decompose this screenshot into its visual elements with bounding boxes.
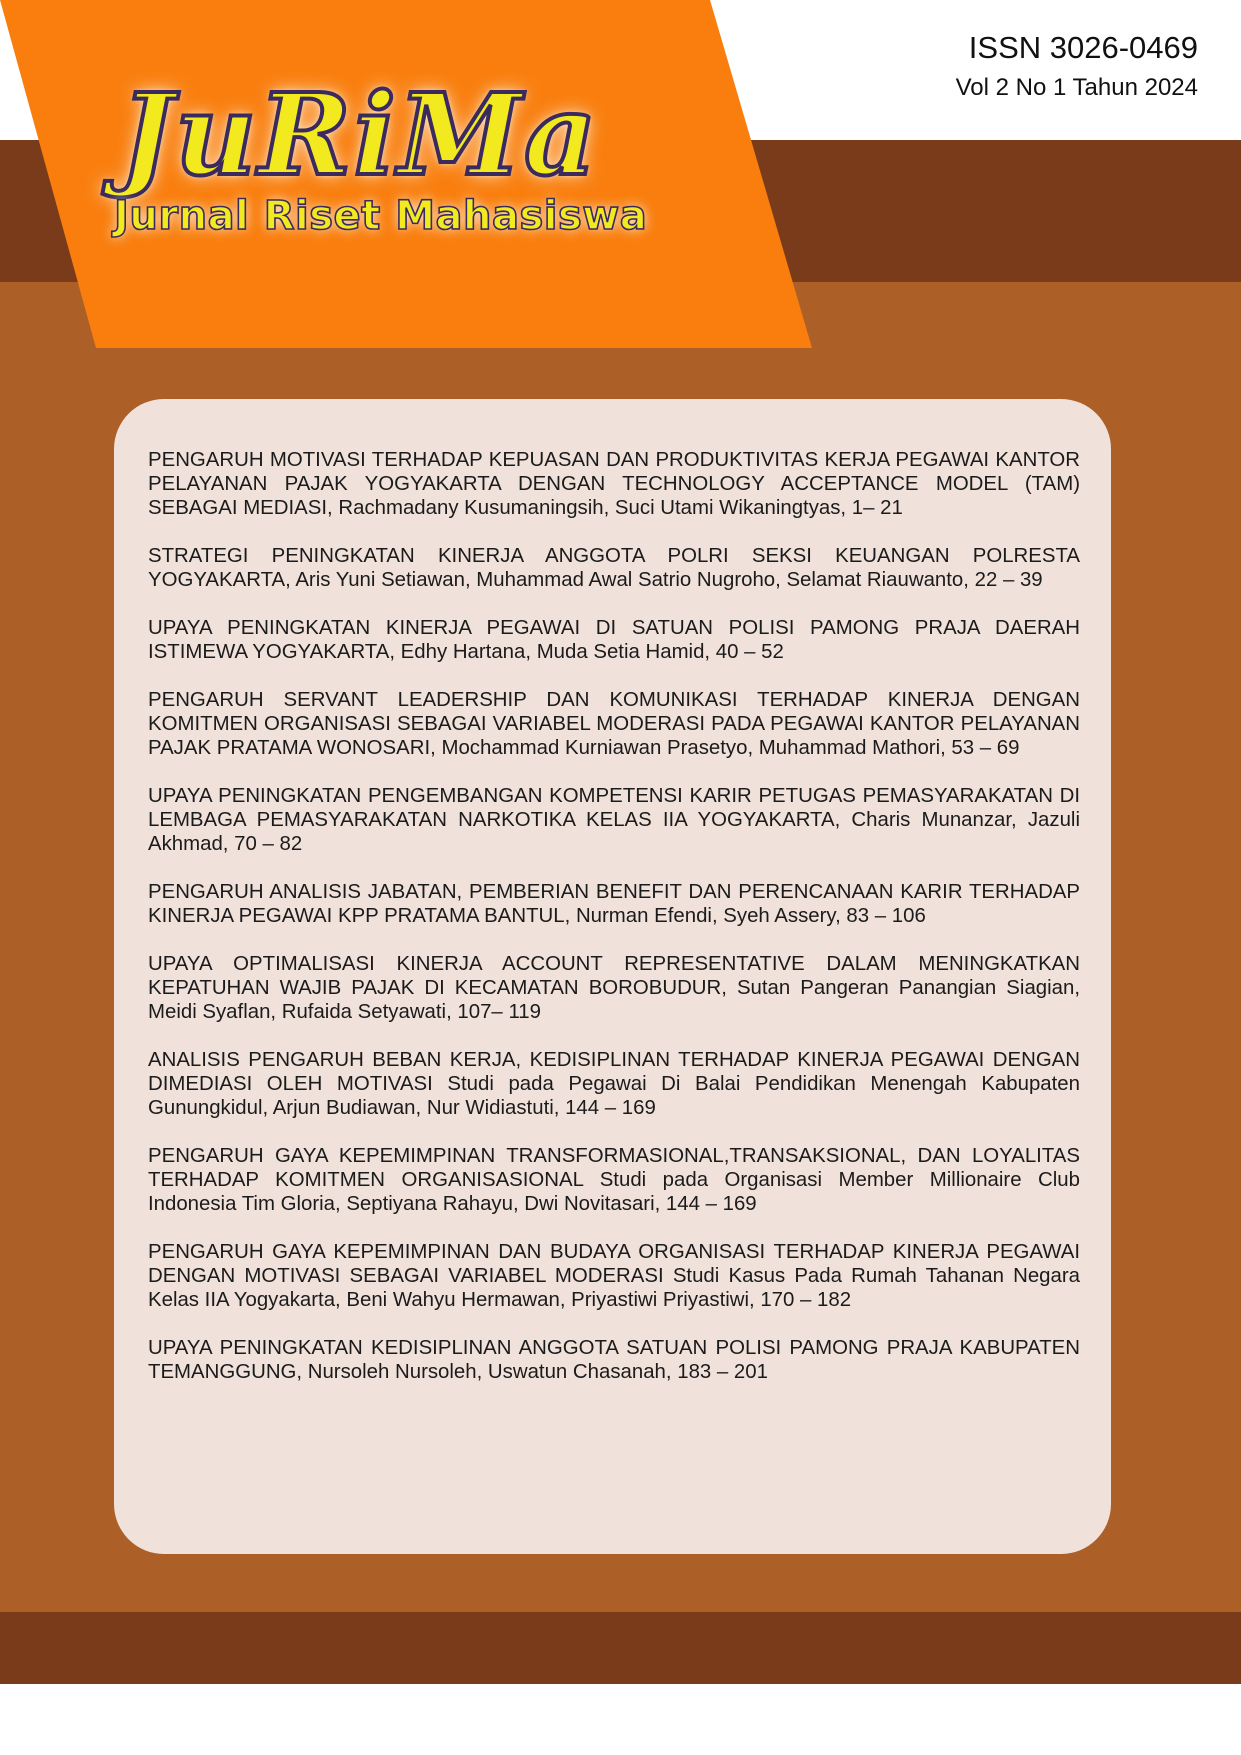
toc-entry-authors: , Rachmadany Kusumaningsih, Suci Utami Wikaningtyas, 1– 21 bbox=[327, 497, 903, 519]
toc-entry-authors: , Edhy Hartana, Muda Setia Hamid, 40 – 52 bbox=[389, 641, 784, 663]
toc-entry-authors: , Charis Munanzar, Jazuli Akhmad, 70 – 82 bbox=[148, 809, 1080, 855]
toc-entry-authors: Studi Kasus Pada Rumah Tahanan Negara Kelas IIA Yogyakarta, Beni Wahyu Hermawan, Priyastiwi Priyastiwi, 170 – 182 bbox=[148, 1265, 1080, 1311]
toc-entry bbox=[148, 448, 1080, 520]
toc-entry bbox=[148, 1144, 1080, 1216]
toc-entry-authors: , Aris Yuni Setiawan, Muhammad Awal Satrio Nugroho, Selamat Riauwanto, 22 – 39 bbox=[285, 569, 1043, 591]
toc-entry bbox=[148, 1240, 1080, 1312]
toc-entry-title: PENGARUH SERVANT LEADERSHIP DAN KOMUNIKASI TERHADAP KINERJA DENGAN KOMITMEN ORGANISASI SEBAGAI VARIABEL MODERASI PADA PEGAWAI KANTOR PELAYANAN PAJAK PRATAMA WONOSARI bbox=[148, 689, 1080, 759]
toc-entry bbox=[148, 952, 1080, 1024]
toc-entry-authors: , Nurman Efendi, Syeh Assery, 83 – 106 bbox=[564, 905, 926, 927]
toc-entry-title: UPAYA PENINGKATAN KEDISIPLINAN ANGGOTA SATUAN POLISI PAMONG PRAJA KABUPATEN TEMANGGUNG bbox=[148, 1337, 1080, 1383]
volume-issue: Vol 2 No 1 Tahun 2024 bbox=[955, 74, 1198, 101]
toc-entry-title: PENGARUH GAYA KEPEMIMPINAN DAN BUDAYA ORGANISASI TERHADAP KINERJA PEGAWAI DENGAN MOTIVASI SEBAGAI VARIABEL MODERASI bbox=[148, 1241, 1080, 1287]
toc-entry-title: STRATEGI PENINGKATAN KINERJA ANGGOTA POLRI SEKSI KEUANGAN POLRESTA YOGYAKARTA bbox=[148, 545, 1080, 591]
bottom-dark-band bbox=[0, 1612, 1241, 1684]
toc-entry-title: PENGARUH ANALISIS JABATAN, PEMBERIAN BENEFIT DAN PERENCANAAN KARIR TERHADAP KINERJA PEGAWAI KPP PRATAMA BANTUL bbox=[148, 881, 1080, 927]
logo-subtitle: Jurnal Riset Mahasiswa bbox=[114, 193, 648, 239]
toc-entry-authors: , Mochammad Kurniawan Prasetyo, Muhammad Mathori, 53 – 69 bbox=[430, 737, 1020, 759]
toc-entry bbox=[148, 616, 1080, 664]
toc-entry-title: PENGARUH GAYA KEPEMIMPINAN TRANSFORMASIONAL,TRANSAKSIONAL, DAN LOYALITAS TERHADAP KOMITMEN ORGANISASIONAL bbox=[148, 1145, 1080, 1191]
toc-entry bbox=[148, 1336, 1080, 1384]
toc-entry-authors: Studi pada Pegawai Di Balai Pendidikan Menengah Kabupaten Gunungkidul, Arjun Budiawan, Nur Widiastuti, 144 – 169 bbox=[148, 1073, 1080, 1119]
toc-entry bbox=[148, 544, 1080, 592]
toc-entry bbox=[148, 1048, 1080, 1120]
toc-entry bbox=[148, 880, 1080, 928]
toc-entry-title: ANALISIS PENGARUH BEBAN KERJA, KEDISIPLINAN TERHADAP KINERJA PEGAWAI DENGAN DIMEDIASI OLEH MOTIVASI bbox=[148, 1049, 1080, 1095]
toc-entry-title: UPAYA PENINGKATAN KINERJA PEGAWAI DI SATUAN POLISI PAMONG PRAJA DAERAH ISTIMEWA YOGYAKARTA bbox=[148, 617, 1080, 663]
toc-entry-authors: Studi pada Organisasi Member Millionaire Club Indonesia Tim Gloria, Septiyana Rahayu, Dwi Novitasari, 144 – 169 bbox=[148, 1169, 1080, 1215]
issn-number: ISSN 3026-0469 bbox=[968, 30, 1198, 65]
toc-entry-title: UPAYA OPTIMALISASI KINERJA ACCOUNT REPRESENTATIVE DALAM MENINGKATKAN KEPATUHAN WAJIB PAJAK DI KECAMATAN BOROBUDUR bbox=[148, 953, 1080, 999]
logo-title: JuRiMa bbox=[120, 70, 599, 201]
table-of-contents bbox=[148, 448, 1080, 1384]
toc-entry-authors: , Nursoleh Nursoleh, Uswatun Chasanah, 183 – 201 bbox=[296, 1361, 768, 1383]
toc-entry bbox=[148, 784, 1080, 856]
footer-background bbox=[0, 1684, 1241, 1755]
toc-entry-authors: , Sutan Pangeran Panangian Siagian, Meidi Syaflan, Rufaida Setyawati, 107– 119 bbox=[148, 977, 1080, 1023]
toc-entry-title: PENGARUH MOTIVASI TERHADAP KEPUASAN DAN PRODUKTIVITAS KERJA PEGAWAI KANTOR PELAYANAN PAJAK YOGYAKARTA DENGAN TECHNOLOGY ACCEPTANCE MODEL (TAM) SEBAGAI MEDIASI bbox=[148, 449, 1080, 519]
toc-entry bbox=[148, 688, 1080, 760]
toc-entry-title: UPAYA PENINGKATAN PENGEMBANGAN KOMPETENSI KARIR PETUGAS PEMASYARAKATAN DI LEMBAGA PEMASYARAKATAN NARKOTIKA KELAS IIA YOGYAKARTA bbox=[148, 785, 1080, 831]
